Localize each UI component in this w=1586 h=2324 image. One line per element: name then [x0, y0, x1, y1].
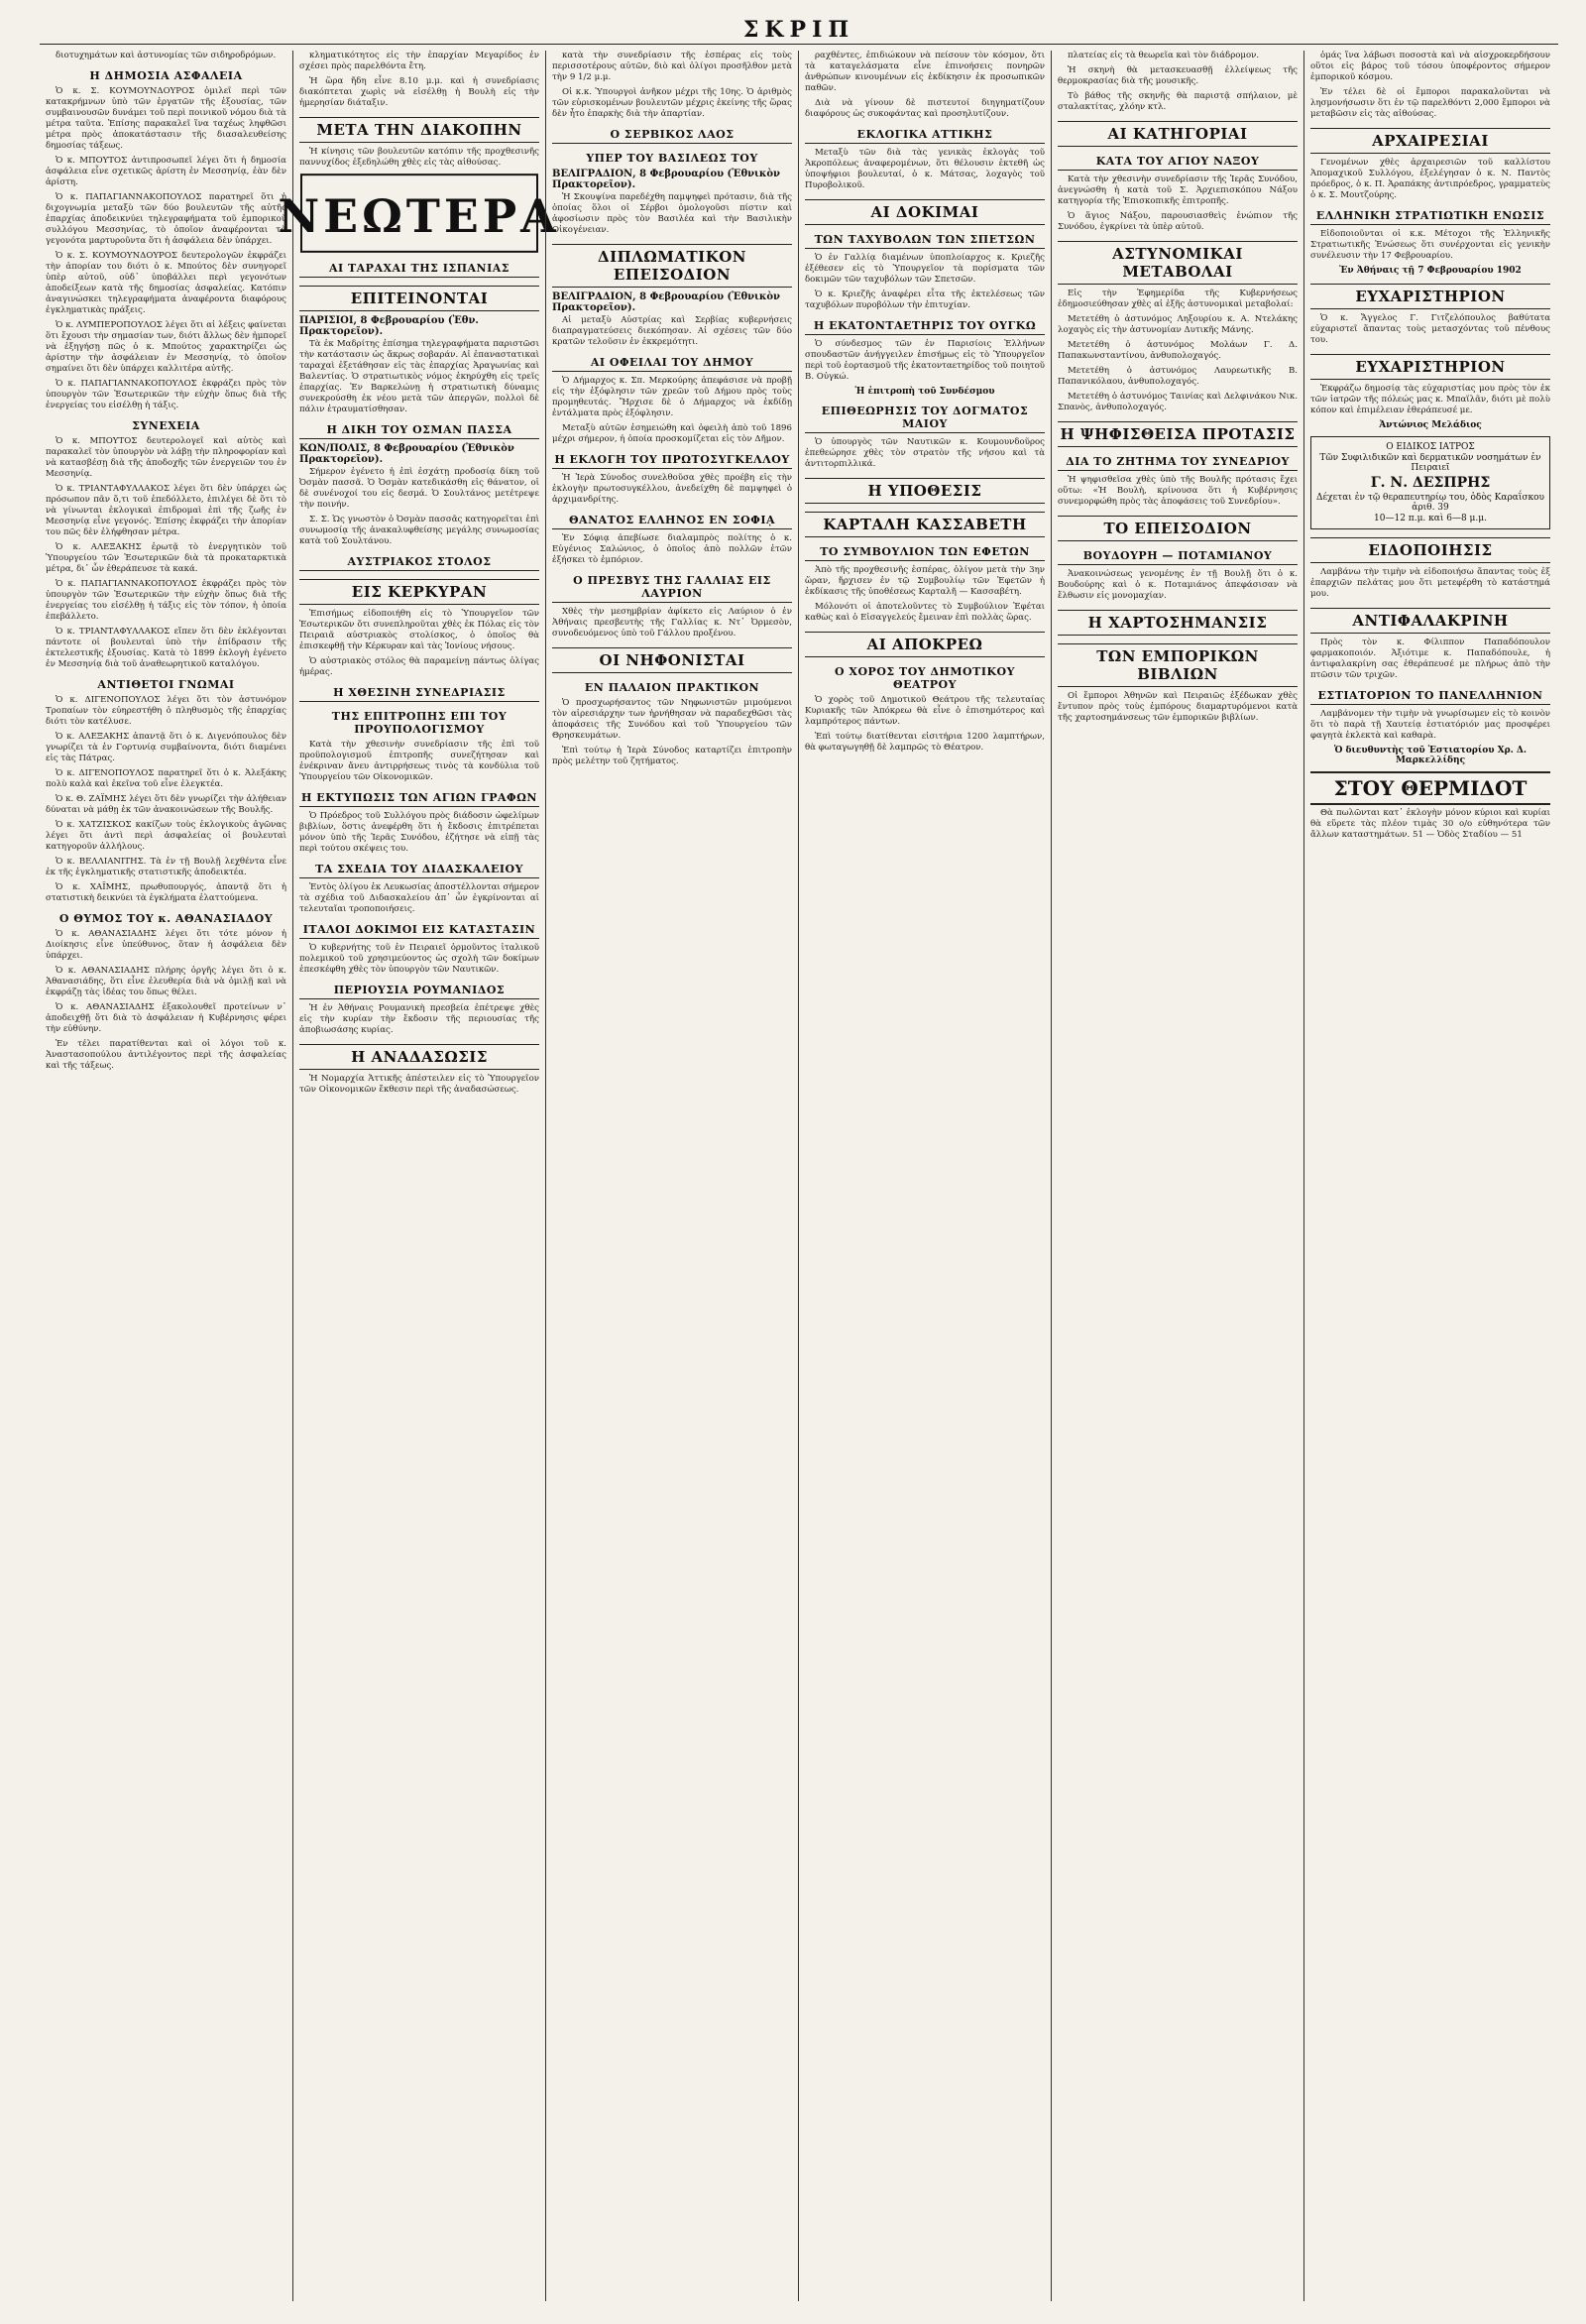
article-paragraph: Μετετέθη ὁ ἀστυνόμος Λαυρεωτικῆς Β. Παπανικόλαου, ἀνθυπολοχαγός.: [1058, 366, 1298, 387]
article-heading: ΘΑΝΑΤΟΣ ΕΛΛΗΝΟΣ ΕΝ ΣΟΦΙᾼ: [552, 514, 792, 529]
article-heading: ΚΑΡΤΑΛΗ ΚΑΣΣΑΒΕΤΗ: [805, 512, 1045, 537]
article-paragraph: Ἡ ὥρα ἤδη εἶνε 8.10 μ.μ. καὶ ἡ συνεδρίασις διακόπτεται χωρὶς νὰ εἰσέλθῃ ἡ Βουλὴ εἰς τὴν ἡμερησίαν διάταξιν.: [299, 76, 539, 108]
article-paragraph: Τὰ ἐκ Μαδρίτης ἐπίσημα τηλεγραφήματα παριστῶσι τὴν κατάστασιν ὡς ἄκρως σοβαράν. Αἱ ἐπαναστατικαὶ ταραχαὶ ἐξετάθησαν εἰς τὰς ἐπαρχίας Ἀραγωνίας καὶ Βαλεντίας. Ὁ στρατιωτικὸς νόμος ἐκηρύχθη εἰς τρεῖς ἐπαρχίας. Ἐν Βαρκελώνῃ ἡ στρατιωτικὴ δύναμις συνεκρούσθη ἐκ νέου μετὰ τῶν ἀπεργῶν, πολλοὶ δὲ πάλιν ἐτραυματίσθησαν.: [299, 339, 539, 414]
article-paragraph: Ἀπὸ τῆς προχθεσινῆς ἑσπέρας, ὀλίγον μετὰ τὴν 3ην ὥραν, ἤρχισεν ἐν τῷ Συμβουλίῳ τῶν Ἐφετῶν ἡ ἐκδίκασις τῆς ὑποθέσεως Καρταλῆ — Κασσαβέτη.: [805, 565, 1045, 597]
signature-line: Ἀντώνιος Μελάδιος: [1379, 420, 1482, 430]
article-paragraph: Οἱ ἔμποροι Ἀθηνῶν καὶ Πειραιῶς ἐξέδωκαν χθὲς ἔντυπον πρὸς τοὺς ἐμπόρους διαμαρτυρόμενοι κατὰ τῆς χαρτοσημάνσεως τῶν ἐμπορικῶν βιβλίων.: [1058, 691, 1298, 723]
article-paragraph: Ὁ κ. Ἄγγελος Γ. Γιτζελόπουλος βαθύτατα εὐχαριστεῖ ἅπαντας τοὺς μετασχόντας τοῦ πένθους του.: [1310, 313, 1550, 345]
article-heading: Η ΔΙΚΗ ΤΟΥ ΟΣΜΑΝ ΠΑΣΣΑ: [299, 423, 539, 439]
article-heading: ΤΩΝ ΕΜΠΟΡΙΚΩΝ ΒΙΒΛΙΩΝ: [1058, 643, 1298, 687]
article-paragraph: Ὁ ἐν Γαλλίᾳ διαμένων ὑποπλοίαρχος κ. Κριεζῆς ἐξέθεσεν εἰς τὸ Ὑπουργεῖον τὰ πορίσματα τῶν δοκιμῶν τῶν ταχυβόλων τῶν Σπετσῶν.: [805, 253, 1045, 285]
article-paragraph: Ὁ Δήμαρχος κ. Σπ. Μερκούρης ἀπεφάσισε νὰ προβῇ εἰς τὴν ἐξόφλησιν τῶν χρεῶν τοῦ Δήμου πρὸς τοὺς προμηθευτάς. Ἤρχισε δὲ ὁ Δήμαρχος νὰ ἐκδίδῃ ἐντάλματα πρὸς ἐξόφλησιν.: [552, 376, 792, 418]
article-paragraph: Τὸ βάθος τῆς σκηνῆς θὰ παριστᾷ σπήλαιον, μὲ σταλακτίτας, χλόην κτλ.: [1058, 91, 1298, 112]
article-paragraph: κληματικότητος εἰς τὴν ἐπαρχίαν Μεγαρίδος ἐν σχέσει πρὸς παρελθόντα ἔτη.: [299, 51, 539, 71]
article-paragraph: Ὁ σύνδεσμος τῶν ἐν Παρισίοις Ἑλλήνων σπουδαστῶν ἀνήγγειλεν ἐπισήμως εἰς τὸ Ὑπουργεῖον περὶ τοῦ ἑορτασμοῦ τῆς ἑκατονταετηρίδος τοῦ ποιητοῦ Β. Οὐγκώ.: [805, 339, 1045, 382]
article-paragraph: Ὁ κ. ΛΥΜΠΕΡΟΠΟΥΛΟΣ λέγει ὅτι αἱ λέξεις φαίνεται ὅτι ἔχουσι τὴν σημασίαν των, διότι ἄλλως δὲν ἠμπορεῖ νὰ ἐξηγήσῃ πῶς ὁ κ. Μπούτος χαρακτηρίζει ὡς ἀρίστην τὴν ἀσφάλειαν ἐν Μεσσηνίᾳ, τὸ ὁποῖον σημαίνει ὅτι δὲν ὑπάρχει καλλιτέρα αὐτῆς.: [46, 320, 286, 374]
article-paragraph: ραχθέντες, ἐπιδιώκουν νὰ πείσουν τὸν κόσμον, ὅτι τὰ καταγελάσματα εἶνε ἐπινοήσεις πονηρῶν ἀνθρώπων κινουμένων εἰς ἐκδίκησιν ἐκ προσωπικῶν παθῶν.: [805, 51, 1045, 93]
article-paragraph: Ὁ κ. ΧΑΤΖΙΣΚΟΣ κακίζων τοὺς ἐκλογικοὺς ἀγῶνας λέγει ὅτι ἀντὶ περὶ ἀσφαλείας οἱ βουλευταὶ κατηγοροῦν ἀλλήλους.: [46, 820, 286, 852]
article-paragraph: Ὁ ἅγιος Νάξου, παρουσιασθεὶς ἐνώπιον τῆς Συνόδου, ἐγκρίνει τὰ ὑπὲρ αὐτοῦ.: [1058, 211, 1298, 232]
ad-title: Γ. Ν. ΔΕΣΠΡΗΣ: [1370, 475, 1491, 491]
article-paragraph: Ὁ κ. ΑΘΑΝΑΣΙΑΔΗΣ ἐξακολουθεῖ προτείνων ν᾽ ἀποδειχθῇ ὅτι διὰ τὸ ἀσφάλειαν ἡ Κυβέρνησις φέρει τὴν εὐθύνην.: [46, 1002, 286, 1034]
article-heading: Η ΔΗΜΟΣΙΑ ΑΣΦΑΛΕΙΑ: [89, 69, 243, 82]
article-paragraph: Ὁ κ. ΤΡΙΑΝΤΑΦΥΛΛΑΚΟΣ εἴπεν ὅτι δὲν ἐκλέγονται πάντοτε οἱ βουλευταὶ ὑπὸ τὴν ἐπίδρασιν τῆς ἐκτελεστικῆς ἐξουσίας. Κατὰ τὸ 1899 ἐκλογὴ ἐγένετο ἐν Μεσσηνίᾳ διὰ τοῦ ἀναθεωρητικοῦ καταλόγου.: [46, 627, 286, 669]
article-paragraph: Ὁ κ. ΑΘΑΝΑΣΙΑΔΗΣ πλήρης ὀργῆς λέγει ὅτι ὁ κ. Ἀθανασιάδης, ὅτι εἶνε ἐλευθερία διὰ νὰ ὁμιλῇ καὶ νὰ ἐκφράζῃ τὰς ἰδέας του ὅπως θέλει.: [46, 966, 286, 997]
article-heading: Η ΕΚΛΟΓΗ ΤΟΥ ΠΡΩΤΟΣΥΓΚΕΛΛΟΥ: [552, 453, 792, 469]
article-paragraph: Ἡ Νομαρχία Ἀττικῆς ἀπέστειλεν εἰς τὸ Ὑπουργεῖον τῶν Οἰκονομικῶν ἔκθεσιν περὶ τῆς ἀναδασώσεως.: [299, 1074, 539, 1095]
column-3: [545, 51, 798, 2301]
article-paragraph: Εἰδοποιοῦνται οἱ κ.κ. Μέτοχοι τῆς Ἑλληνικῆς Στρατιωτικῆς Ἑνώσεως ὅτι συνέρχονται εἰς γενικὴν συνέλευσιν τὴν 17 Φεβρουαρίου.: [1310, 229, 1550, 261]
column-2: [278, 51, 560, 2301]
article-heading: ΤΩΝ ΤΑΧΥΒΟΛΩΝ ΤΩΝ ΣΠΕΤΣΩΝ: [805, 233, 1045, 249]
article-paragraph: Κατὰ τὴν χθεσινὴν συνεδρίασιν τῆς Ἱερᾶς Συνόδου, ἀνεγνώσθη ἡ κατὰ τοῦ Σ. Ἀρχιεπισκόπου Νάξου κατηγορία τῆς Ἐπισκοπικῆς ἐπιτροπῆς.: [1058, 174, 1298, 206]
article-heading: ΑΥΣΤΡΙΑΚΟΣ ΣΤΟΛΟΣ: [299, 555, 539, 571]
article-paragraph: Σήμερον ἐγένετο ἡ ἐπὶ ἐσχάτῃ προδοσίᾳ δίκη τοῦ Ὀσμὰν πασσᾶ. Ὁ Ὀσμὰν κατεδικάσθη εἰς θάνατον, οἱ δὲ συνένοχοί του εἰς δεσμά. Ὁ Σουλτάνος μετέτρεψε τὴν ποινήν.: [299, 467, 539, 510]
article-paragraph: διοτυχημάτων καὶ ἀστυνομίας τῶν σιδηροδρόμων.: [56, 51, 277, 60]
article-paragraph: Ὁ κ. ΔΙΓΕΝΟΠΟΥΛΟΣ παρατηρεῖ ὅτι ὁ κ. Ἀλεξάκης πολὺ καλὰ καὶ ἐκεῖνα τοῦ εἶνε ἐλεγκτέα.: [46, 768, 286, 789]
article-paragraph: Ἐκφράζω δημοσίᾳ τὰς εὐχαριστίας μου πρὸς τὸν ἐκ τῶν ἰατρῶν τῆς πόλεώς μας κ. Μπαϊλᾶν, διότι μὲ πολὺ κόπον καὶ ἐπιμέλειαν ἐθεράπευσέ με.: [1310, 384, 1550, 415]
article-heading: Ο ΠΡΕΣΒΥΣ ΤΗΣ ΓΑΛΛΙΑΣ ΕΙΣ ΛΑΥΡΙΟΝ: [552, 574, 792, 603]
signature-line: Ἡ ἐπιτροπὴ τοῦ Συνδέσμου: [854, 387, 995, 397]
article-heading: ΙΤΑΛΟΙ ΔΟΚΙΜΟΙ ΕΙΣ ΚΑΤΑΣΤΑΣΙΝ: [299, 923, 539, 939]
article-heading: ΑΙ ΔΟΚΙΜΑΙ: [805, 199, 1045, 225]
article-heading: ΔΙΠΛΩΜΑΤΙΚΟΝ ΕΠΕΙΣΟΔΙΟΝ: [552, 244, 792, 288]
article-paragraph: Ὁ κ. ΤΡΙΑΝΤΑΦΥΛΛΑΚΟΣ λέγει ὅτι δὲν ὑπάρχει ὡς πρόσωπον πᾶν ὅ,τι τοῦ ἐπεδόλλετο, ἐπιλέγει δὲ ὅτι τὸ νὰ γίνωνται ἐκλογικαὶ ἐπιδρομαὶ ἐπὶ τῆς ζωῆς ἐν Μεσσηνίᾳ εἶνε γεγονός. Ἐπίσης ἐκφράζει τὴν ἀπορίαν του πῶς δὲν ἐλήφθησαν μέτρα.: [46, 484, 286, 537]
article-heading: ΤΟ ΕΠΕΙΣΟΔΙΟΝ: [1058, 516, 1298, 541]
article-paragraph: Ὁ κ. ΧΑΪΜΗΣ, πρωθυπουργός, ἀπαντᾷ ὅτι ἡ στατιστικὴ δεικνύει τὰ ἐγκλήματα ἐλαττούμενα.: [46, 882, 286, 903]
article-heading: ΕΣΤΙΑΤΟΡΙΟΝ ΤΟ ΠΑΝΕΛΛΗΝΙΟΝ: [1310, 689, 1550, 705]
article-paragraph: Ἐπὶ τούτῳ ἡ Ἱερὰ Σύνοδος καταρτίζει ἐπιτροπὴν πρὸς μελέτην τοῦ ζητήματος.: [552, 746, 792, 766]
article-heading: ΑΙ ΤΑΡΑΧΑΙ ΤΗΣ ΙΣΠΑΝΙΑΣ: [299, 262, 539, 278]
article-paragraph: Λαμβάνομεν τὴν τιμὴν νὰ γνωρίσωμεν εἰς τὸ κοινὸν ὅτι τὸ παρὰ τῇ Χαυτείᾳ ἑστιατόριόν μας προσφέρει φαγητὰ ἐκλεκτὰ καὶ καθαρὰ.: [1310, 709, 1550, 741]
article-heading: Ο ΣΕΡΒΙΚΟΣ ΛΑΟΣ: [552, 128, 792, 144]
article-paragraph: Ὁ κ. ΔΙΓΕΝΟΠΟΥΛΟΣ λέγει ὅτι τὸν ἀστυνόμον Τροπαίων τὸν εὐηρεστήθη ὁ πληθυσμὸς τῆς ἐπαρχίας διότι τὸν κατέλυσε.: [46, 695, 286, 727]
article-heading: Η ΧΘΕΣΙΝΗ ΣΥΝΕΔΡΙΑΣΙΣ: [299, 686, 539, 702]
article-paragraph: Ἐν Σόφιᾳ ἀπεβίωσε διαλαμπρὸς πολίτης ὁ κ. Εὐγένιος Σαλώνιος, ὁ ὁποῖος ἀπὸ πολλῶν ἐτῶν ἐξήσκει τὸ ἐμπόριον.: [552, 533, 792, 565]
article-heading: Ο ΧΟΡΟΣ ΤΟΥ ΔΗΜΟΤΙΚΟΥ ΘΕΑΤΡΟΥ: [835, 665, 1015, 691]
column-1: [40, 51, 292, 2301]
article-heading: ΒΟΥΔΟΥΡΗ — ΠΟΤΑΜΙΑΝΟΥ: [1058, 549, 1298, 565]
article-paragraph: πλατείας εἰς τὰ θεωρεῖα καὶ τὸν διάδρομον.: [1068, 51, 1260, 60]
article-paragraph: Σ. Σ. Ὡς γνωστὸν ὁ Ὀσμὰν πασσᾶς κατηγορεῖται ἐπὶ συνωμοσίᾳ τῆς ἀνακαλυφθείσης μεγάλης συνωμοσίας κατὰ τοῦ Σουλτάνου.: [299, 515, 539, 546]
ad-address: Δέχεται ἐν τῷ θεραπευτηρίῳ του, ὁδὸς Καραΐσκου ἀριθ. 39: [1315, 493, 1545, 513]
article-paragraph: Ἡ ἐν Ἀθήναις Ρουμανικὴ πρεσβεία ἐπέτρεψε χθὲς εἰς τὴν κυρίαν τὴν ἔκδοσιν τῆς περιουσίας τῆς ἀποβιωσάσης κυρίας.: [299, 1003, 539, 1035]
article-heading: ΕΥΧΑΡΙΣΤΗΡΙΟΝ: [1310, 284, 1550, 309]
dateline: ΒΕΛΙΓΡΑΔΙΟΝ, 8 Φεβρουαρίου (Ἐθνικὸν Πρακτορεῖον).: [552, 291, 780, 313]
article-heading: ΤΟ ΣΥΜΒΟΥΛΙΟΝ ΤΩΝ ΕΦΕΤΩΝ: [805, 545, 1045, 561]
article-paragraph: Ὁ κ. ΑΘΑΝΑΣΙΑΔΗΣ λέγει ὅτι τότε μόνον ἡ Διοίκησις εἶνε ὑπεύθυνος, ὅταν ἡ ἀσφάλεια δὲν ὑπάρχει.: [46, 929, 286, 961]
article-paragraph: Εἰς τὴν Ἐφημερίδα τῆς Κυβερνήσεως ἐδημοσιεύθησαν χθὲς αἱ ἑξῆς ἀστυνομικαὶ μεταβολαί:: [1058, 289, 1298, 309]
article-heading: ΣΥΝΕΧΕΙΑ: [132, 419, 200, 432]
article-heading: ΤΗΣ ΕΠΙΤΡΟΠΗΣ ΕΠΙ ΤΟΥ ΠΡΟΥΠΟΛΟΓΙΣΜΟΥ: [331, 710, 508, 736]
article-heading: ΑΣΤΥΝΟΜΙΚΑΙ ΜΕΤΑΒΟΛΑΙ: [1058, 241, 1298, 285]
article-paragraph: Ὁ κ. ΠΑΠΑΓΙΑΝΝΑΚΟΠΟΥΛΟΣ παρατηρεῖ ὅτι ἡ διχογνωμία μεταξὺ τῶν δύο βουλευτῶν τῆς αὐτῆς ἐπαρχίας ἀποδεικνύει τηλεγραφήματα τοῦ ἐμπορικοῦ συλλόγου Μεσσηνίας, τὸ ὁποῖον ἀναφέρονται τὰ γεγονότα μαρτυροῦντα ὅτι ἡ ἀσφάλεια δὲν ὑπάρχει.: [46, 192, 286, 246]
signature-line: Ἐν Ἀθήναις τῇ 7 Φεβρουαρίου 1902: [1339, 266, 1522, 276]
article-heading: Η ΕΚΑΤΟΝΤΑΕΤΗΡΙΣ ΤΟΥ ΟΥΓΚΩ: [805, 319, 1045, 335]
article-heading: ΤΑ ΣΧΕΔΙΑ ΤΟΥ ΔΙΔΑΣΚΑΛΕΙΟΥ: [299, 863, 539, 878]
article-paragraph: Ἡ Ἱερὰ Σύνοδος συνελθοῦσα χθὲς προέβη εἰς τὴν ἐκλογὴν πρωτοσυγκέλλου, ἀνεδείχθη δὲ παμψηφεὶ ὁ ἀρχιμανδρίτης.: [552, 473, 792, 505]
article-paragraph: Ὁ κ. Σ. ΚΟΥΜΟΥΝΔΟΥΡΟΣ ὁμιλεῖ περὶ τῶν κατακρήμνων ὑπὸ τῶν ἐργατῶν τῆς ἑξουσίας, τῶν συμβαινουσῶν δυνάμει τοῦ περὶ ποινικοῦ νόμου διὰ τὰ μέτρα ταῦτα. Ἐπίσης παρακαλεῖ ἵνα ταχέως ληφθῶσι μέτρα πρὸς ἀποκατάστασιν τῆς διασαλευθείσης δημοσίας τάξεως.: [46, 86, 286, 151]
article-paragraph: Ὁ κ. ΒΕΛΛΙΑΝΙΤΗΣ. Τὰ ἐν τῇ Βουλῇ λεχθέντα εἶνε ἐκ τῆς ἐγκληματικῆς στατιστικῆς ἀποδεικτέα.: [46, 857, 286, 877]
article-heading: Η ΨΗΦΙΣΘΕΙΣΑ ΠΡΟΤΑΣΙΣ: [1058, 421, 1298, 447]
article-heading: ΠΕΡΙΟΥΣΙΑ ΡΟΥΜΑΝΙΔΟΣ: [299, 984, 539, 999]
article-paragraph: κατὰ τὴν συνεδρίασιν τῆς ἑσπέρας εἰς τοὺς περισσοτέρους αὐτῶν, διὸ καὶ ὀλίγοι προσῆλθον μετὰ τὴν 9 1/2 μ.μ.: [552, 51, 792, 82]
article-heading: Η ΧΑΡΤΟΣΗΜΑΝΣΙΣ: [1058, 610, 1298, 636]
article-paragraph: Ὁ κυβερνήτης τοῦ ἐν Πειραιεῖ ὁρμοῦντος ἰταλικοῦ πολεμικοῦ τοῦ χρησιμεύοντος ὡς σχολὴ τῶν δοκίμων ἐπεσκέφθη χθὲς τὸν ὑπουργὸν τῶν Ναυτικῶν.: [299, 943, 539, 975]
article-paragraph: Ὁ κ. ΑΛΕΞΑΚΗΣ ἀπαντᾷ ὅτι ὁ κ. Διγενόπουλος δὲν γνωρίζει τὰ ἐν Γορτυνίᾳ συμβαίνοντα, διότι διαμένει εἰς τὰς Πάτρας.: [46, 732, 286, 763]
article-paragraph: Ἡ σκηνὴ θὰ μετασκευασθῇ ἐλλείψεως τῆς θερμοκρασίας διὰ τῆς μουσικῆς.: [1058, 65, 1298, 86]
article-paragraph: Ἐν τέλει παρατίθενται καὶ οἱ λόγοι τοῦ κ. Ἀναστασοπούλου ἀντιλέγοντος περὶ τῆς ἀσφαλείας καὶ τῆς τάξεως.: [46, 1039, 286, 1071]
article-heading: ΑΝΤΙΘΕΤΟΙ ΓΝΩΜΑΙ: [97, 678, 235, 691]
article-heading: ΑΝΤΙΦΑΛΑΚΡΙΝΗ: [1310, 608, 1550, 634]
article-paragraph: Ὁ Πρόεδρος τοῦ Συλλόγου πρὸς διάδοσιν ὠφελίμων βιβλίων, ὅστις ἀνεφέρθη ὅτι ἡ ἔκδοσις ἐπιτρέπεται μόνον ὑπὸ τῆς Ἱερᾶς Συνόδου, ἐζήτησε νὰ εἰπῇ τὰς περὶ τούτου σκέψεις του.: [299, 811, 539, 854]
article-paragraph: ὁμάς ἵνα λάβωσι ποσοστὰ καὶ νὰ αἰσχροκερδήσουν οὕτοι εἰς βάρος τοῦ τόσου ὑποφέροντος σήμερον ἐμπορικοῦ κόσμου.: [1310, 51, 1550, 82]
article-heading: Η ΑΝΑΔΑΣΩΣΙΣ: [299, 1044, 539, 1070]
article-paragraph: Μεταξὺ τῶν διὰ τὰς γενικὰς ἐκλογὰς τοῦ Ἀκροπόλεως ἀναφερομένων, ὅτι θέλουσιν ἐκτεθῆ ὡς ὑποψήφιοι βουλευταί, ὁ κ. Μάτσας, λοχαγὸς τοῦ Πυροβολικοῦ.: [805, 148, 1045, 190]
article-heading: ΕΝ ΠΑΛΑΙΟΝ ΠΡΑΚΤΙΚΟΝ: [584, 681, 760, 694]
article-paragraph: Διὰ νὰ γίνουν δὲ πιστευτοί διηγηματίζουν διαφόρους ὡς συκοφάντας καὶ προσηλυτίζουν.: [805, 98, 1045, 119]
article-heading: ΥΠΕΡ ΤΟΥ ΒΑΣΙΛΕΩΣ ΤΟΥ: [586, 152, 758, 165]
article-paragraph: Ἡ ψηφισθεῖσα χθὲς ὑπὸ τῆς Βουλῆς πρότασις ἔχει οὕτω: «Ἡ Βουλὴ, κρίνουσα ὅτι ἡ Κυβέρνησις συνεμορφώθη πρὸς τὰς ἀποφάσεις τοῦ Συνεδρίου».: [1058, 475, 1298, 507]
column-5: [1051, 51, 1303, 2301]
article-heading: ΑΙ ΑΠΟΚΡΕΩ: [805, 632, 1045, 657]
ad-kicker: Ο ΕΙΔΙΚΟΣ ΙΑΤΡΟΣ: [1386, 442, 1475, 452]
ad-hours: 10—12 π.μ. καὶ 6—8 μ.μ.: [1374, 514, 1487, 523]
column-6: [1303, 51, 1556, 2301]
article-heading: ΑΙ ΟΦΕΙΛΑΙ ΤΟΥ ΔΗΜΟΥ: [552, 356, 792, 372]
article-paragraph: Λαμβάνω τὴν τιμὴν νὰ εἰδοποιήσω ἅπαντας τοὺς ἐξ ἐπαρχιῶν πελάτας μου ὅτι μετεφέρθη τὸ κατάστημά μου.: [1310, 567, 1550, 599]
article-paragraph: Ὁ προσχωρήσαντος τῶν Νηφωνιστῶν μιμούμενοι τὸν αἰρεσιάρχην των ἠρνήθησαν νὰ παραδεχθῶσι τὰς ἀποφάσεις τῆς Συνόδου καὶ τοῦ Ὑπουργείου τῶν Θρησκευμάτων.: [552, 698, 792, 741]
article-paragraph: Ὁ αὐστριακὸς στόλος θὰ παραμείνῃ πάντως ὀλίγας ἡμέρας.: [299, 656, 539, 677]
dateline: ΠΑΡΙΣΙΟΙ, 8 Φεβρουαρίου (Ἐθν. Πρακτορεῖον).: [299, 315, 479, 337]
article-paragraph: Ὁ κ. ΑΛΕΞΑΚΗΣ ἐρωτᾷ τὸ ἐνεργητικὸν τοῦ Ὑπουργείου τῶν Ἐσωτερικῶν διὰ τὰ προκαταρκτικὰ μέτρα, δι᾽ ὧν ἐθεράπευσε τὰ κακά.: [46, 542, 286, 574]
article-paragraph: Μετετέθη ὁ ἀστυνόμος Μολάων Γ. Δ. Παπακωνσταντίνου, ἀνθυπολοχαγός.: [1058, 340, 1298, 361]
article-paragraph: Οἱ κ.κ. Ὑπουργοὶ ἀνῆκον μέχρι τῆς 10ης. Ὁ ἀριθμὸς τῶν εὑρισκομένων βουλευτῶν μέχρις ἐκείνης τῆς ὥρας δὲν ἦτο ἐπαρκὴς διὰ τὴν ἀπαρτίαν.: [552, 87, 792, 119]
dateline: ΒΕΛΙΓΡΑΔΙΟΝ, 8 Φεβρουαρίου (Ἐθνικὸν Πρακτορεῖον).: [552, 169, 780, 190]
article-paragraph: Ὁ κ. Θ. ΖΑΪΜΗΣ λέγει ὅτι δὲν γνωρίζει τὴν ἀλήθειαν δύναται νὰ μάθῃ ἐκ τῶν ἀνακοινώσεων τῆς Βουλῆς.: [46, 794, 286, 815]
neotera-banner: [278, 173, 560, 254]
article-paragraph: Μετετέθη ὁ ἀστυνόμος Ληξουρίου κ. Α. Ντελάκης λοχαγὸς εἰς τὴν ἀστυνομίαν Δυτικῆς Μάνης.: [1058, 314, 1298, 335]
article-paragraph: Κατὰ τὴν χθεσινὴν συνεδρίασιν τῆς ἐπὶ τοῦ προϋπολογισμοῦ ἐπιτροπῆς συνεζήτησαν καὶ ἐνέκριναν ἄνευ ἀντιρρήσεως τινὸς τὰ κονδύλια τοῦ Ὑπουργείου τῶν Οἰκονομικῶν.: [299, 740, 539, 782]
article-heading: ΕΙΔΟΠΟΙΗΣΙΣ: [1310, 537, 1550, 563]
article-paragraph: Θὰ πωλῶνται κατ᾽ ἐκλογὴν μόνον κύριοι καὶ κυρίαι θὰ εὕρετε τὰς πλέον τιμὰς 30 ο/ο εὐθηνότερα τῶν ἄλλων καταστημάτων. 51 — Ὁδὸς Σταδίου — 51: [1310, 808, 1550, 840]
article-heading: ΕΛΛΗΝΙΚΗ ΣΤΡΑΤΙΩΤΙΚΗ ΕΝΩΣΙΣ: [1310, 209, 1550, 225]
article-paragraph: Αἱ μεταξὺ Αὐστρίας καὶ Σερβίας κυβερνήσεις διαπραγματεύσεις διεκόπησαν. Αἱ σχέσεις τῶν δύο κρατῶν τελοῦσιν ἐν ἐκκρεμότητι.: [552, 315, 792, 347]
article-paragraph: Ὁ κ. ΜΠΟΥΤΟΣ δευτερολογεῖ καὶ αὐτὸς καὶ παρακαλεῖ τὸν ὑπουργὸν νὰ λάβῃ τὴν πληροφορίαν καὶ νὰ κατασβέσῃ διὰ τῆς ἀποδοχῆς τῶν ἐνεργειῶν του ἐν Μεσσηνίᾳ.: [46, 436, 286, 479]
article-paragraph: Ὁ ὑπουργὸς τῶν Ναυτικῶν κ. Κουμουνδοῦρος ἐπεθεώρησε χθὲς τὸν στρατὸν τῆς νήσου καὶ τὰ ἀντιτορπιλλικά.: [805, 437, 1045, 469]
article-heading: ΑΡΧΑΙΡΕΣΙΑΙ: [1310, 128, 1550, 154]
article-heading: ΕΠΙΘΕΩΡΗΣΙΣ ΤΟΥ ΔΟΓΜΑΤΟΣ ΜΑΙΟΥ: [805, 405, 1045, 433]
column-4: [798, 51, 1051, 2301]
article-paragraph: Μετετέθη ὁ ἀστυνόμος Ταινίας καὶ Δελφινάκου Νικ. Σπανὸς, ἀνθυπολοχαγός.: [1058, 392, 1298, 412]
dateline: ΚΩΝ/ΠΟΛΙΣ, 8 Φεβρουαρίου (Ἐθνικὸν Πρακτορεῖον).: [299, 443, 514, 465]
article-paragraph: Ἐπὶ τούτῳ διατίθενται εἰσιτήρια 1200 λαμπτήρων, θὰ φωταγωγηθῇ δὲ λαμπρῶς τὸ Θέατρον.: [805, 732, 1045, 753]
article-paragraph: Μόλονότι οἱ ἀποτελοῦντες τὸ Συμβούλιον Ἐφέται καθὼς καὶ ὁ Εἰσαγγελεύς ἔμειναν ἐπὶ πολλὰς ὥρας.: [805, 602, 1045, 623]
article-heading: ΔΙΑ ΤΟ ΖΗΤΗΜΑ ΤΟΥ ΣΥΝΕΔΡΙΟΥ: [1058, 455, 1298, 471]
article-paragraph: Ἐν τέλει δὲ οἱ ἔμποροι παρακαλοῦνται νὰ λησμονήσωσιν ὅτι ἐν τῷ παρελθόντι 2,000 ἔμποροι νὰ μεταβῶσιν εἰς τὰς αἰθούσας.: [1310, 87, 1550, 119]
article-heading: Η ΥΠΟΘΕΣΙΣ: [805, 478, 1045, 504]
article-paragraph: Μεταξὺ αὐτῶν ἐσημειώθη καὶ ὀφειλὴ ἀπὸ τοῦ 1896 μέχρι σήμερον, ἡ ὁποία προσκομίζεται εἰς τὸν Δῆμον.: [552, 423, 792, 444]
article-paragraph: Ὁ κ. ΠΑΠΑΓΙΑΝΝΑΚΟΠΟΥΛΟΣ ἐκφράζει πρὸς τὸν ὑπουργὸν τῶν Ἐσωτερικῶν τὴν εὐχὴν ὅπως διὰ τῆς ἐνεργείας του εἰσέλθῃ ἡ τάξις.: [46, 379, 286, 410]
article-paragraph: Ὁ κ. Σ. ΚΟΥΜΟΥΝΔΟΥΡΟΣ δευτερολογῶν ἐκφράζει τὴν ἀπορίαν του διότι ὁ κ. Μπούτος δὲν συνηγορεῖ ὑπὲρ αὐτοῦ, οὐδ᾽ ὑποβάλλει περὶ γεγονότων ἀποδείξεων κατὰ τῆς δημοσίας ἀσφαλείας. Κατόπιν ἀναγινώσκει τηλεγραφήματα ἀναφέροντα διαφόρους ἐγκληματικὰς πράξεις.: [46, 251, 286, 315]
article-paragraph: Ὁ κ. ΜΠΟΥΤΟΣ ἀντιπροσωπεῖ λέγει ὅτι ἡ δημοσία ἀσφάλεια εἶνε σχετικῶς ἀρίστη ἐν Μεσσηνίᾳ, ἐὰν δὲν ἀρίστη.: [46, 156, 286, 187]
masthead: ΣΚΡΙΠ: [40, 16, 1558, 45]
article-paragraph: Ὁ χορὸς τοῦ Δημοτικοῦ Θεάτρου τῆς τελευταίας Κυριακῆς τῶν Ἀπόκρεω θὰ εἶνε ὁ ἐπισημότερος καὶ λαμπρότερος πάντων.: [805, 695, 1045, 727]
advertisement-box: [1310, 436, 1550, 529]
article-heading: ΕΥΧΑΡΙΣΤΗΡΙΟΝ: [1310, 354, 1550, 380]
article-heading: Ο ΘΥΜΟΣ ΤΟΥ κ. ΑΘΑΝΑΣΙΑΔΟΥ: [58, 912, 274, 925]
article-paragraph: Ἐντὸς ὀλίγου ἐκ Λευκωσίας ἀποστέλλονται σήμερον τὰ σχέδια τοῦ Διδασκαλείου ἀπ᾽ ὧν ἐγκρίνονται αἱ τελευταῖαι τροποποιήσεις.: [299, 882, 539, 914]
article-paragraph: Ἡ Σκουψίνα παρεδέχθη παμψηφεὶ πρότασιν, διὰ τῆς ὁποίας ὅλοι οἱ Σέρβοι ὁμολογοῦσι πίστιν καὶ ἀφοσίωσιν πρὸς τὸν Βασιλέα καὶ τὴν Βασιλικὴν Οἰκογένειαν.: [552, 192, 792, 235]
article-paragraph: Ὁ κ. Κριεζῆς ἀναφέρει εἶτα τῆς ἐκτελέσεως τῶν ταχυβόλων πυροβόλων τὴν ἐπιτυχίαν.: [805, 290, 1045, 310]
banner-text: ΝΕΩΤΕΡΑ: [278, 188, 560, 243]
article-heading: ΜΕΤΑ ΤΗΝ ΔΙΑΚΟΠΗΝ: [299, 117, 539, 143]
article-heading: ΚΑΤΑ ΤΟΥ ΑΓΙΟΥ ΝΑΞΟΥ: [1058, 155, 1298, 171]
article-paragraph: Χθὲς τὴν μεσημβρίαν ἀφίκετο εἰς Λαύριον ὁ ἐν Ἀθήναις πρεσβευτὴς τῆς Γαλλίας κ. Ντ᾽ Ὀρμεσὸν, συνοδευόμενος ὑπὸ τοῦ Γάλλου προξένου.: [552, 607, 792, 639]
shop-ad-title: ΣΤΟΥ ΘΕΡΜΙΔΟΤ: [1310, 771, 1550, 805]
article-paragraph: Ὁ κ. ΠΑΠΑΓΙΑΝΝΑΚΟΠΟΥΛΟΣ ἐκφράζει πρὸς τὸν ὑπουργὸν τῶν Ἐσωτερικῶν τὴν εὐχὴν ὅπως διὰ τῆς ἐνεργείας του εἰσέλθῃ ἡ τάξις εἰς τὸν τόπον, ἡ ὁποία ἐπεβάλλετο.: [46, 579, 286, 622]
article-paragraph: Ἐπισήμως εἰδοποιήθη εἰς τὸ Ὑπουργεῖον τῶν Ἐσωτερικῶν ὅτι συνεπληροῦται χθὲς ἐκ Πόλας εἰς τὸν Πειραιᾶ αὐστριακὸς στολίσκος, ὁ ὁποῖος θὰ ἐπισκεφθῇ τὴν Κέρκυραν καὶ τὰς Ἰονίους νήσους.: [299, 609, 539, 651]
article-paragraph: Γενομένων χθὲς ἀρχαιρεσιῶν τοῦ καλλίστου Ἀπομαχικοῦ Συλλόγου, ἐξελέγησαν ὁ κ. Ν. Παντὸς πρόεδρος, ὁ κ. Π. Ἀραπάκης ἀντιπρόεδρος, γραμματεὺς ὁ κ. Σ. Μουτζούρης.: [1310, 158, 1550, 200]
article-paragraph: Ἡ κίνησις τῶν βουλευτῶν κατόπιν τῆς προχθεσινῆς παννυχίδος ἐξεδηλώθη χθὲς εἰς τὰς αἰθούσας.: [299, 147, 539, 168]
article-heading: ΟΙ ΝΗΦΟΝΙΣΤΑΙ: [552, 647, 792, 673]
ad-specialty: Τῶν Συφιλιδικῶν καὶ δερματικῶν νοσημάτων ἐν Πειραιεῖ: [1319, 453, 1541, 473]
article-heading: ΕΠΙΤΕΙΝΟΝΤΑΙ: [299, 286, 539, 311]
article-paragraph: Ἀνακοινώσεως γενομένης ἐν τῇ Βουλῇ ὅτι ὁ κ. Βουδούρης καὶ ὁ κ. Ποταμιάνος ἀπεφάσισαν νὰ ἔλθωσιν εἰς μονομαχίαν.: [1058, 569, 1298, 601]
article-heading: ΑΙ ΚΑΤΗΓΟΡΙΑΙ: [1058, 121, 1298, 147]
columns: [40, 51, 1558, 2301]
article-heading: Η ΕΚΤΥΠΩΣΙΣ ΤΩΝ ΑΓΙΩΝ ΓΡΑΦΩΝ: [299, 791, 539, 807]
article-paragraph: Πρὸς τὸν κ. Φίλιππον Παπαδόπουλον φαρμακοποιόν. Ἀξιότιμε κ. Παπαδόπουλε, ἡ ἀντιφαλακρίνη σας ἐθεράπευσέ με πλήρως ἀπὸ τὴν πτῶσιν τῶν τριχῶν.: [1310, 638, 1550, 680]
signature-line: Ὁ διευθυντὴς τοῦ Ἑστιατορίου Χρ. Δ. Μαρκελλίδης: [1333, 746, 1528, 765]
article-heading: ΕΙΣ ΚΕΡΚΥΡΑΝ: [299, 579, 539, 605]
article-heading: ΕΚΛΟΓΙΚΑ ΑΤΤΙΚΗΣ: [805, 128, 1045, 144]
